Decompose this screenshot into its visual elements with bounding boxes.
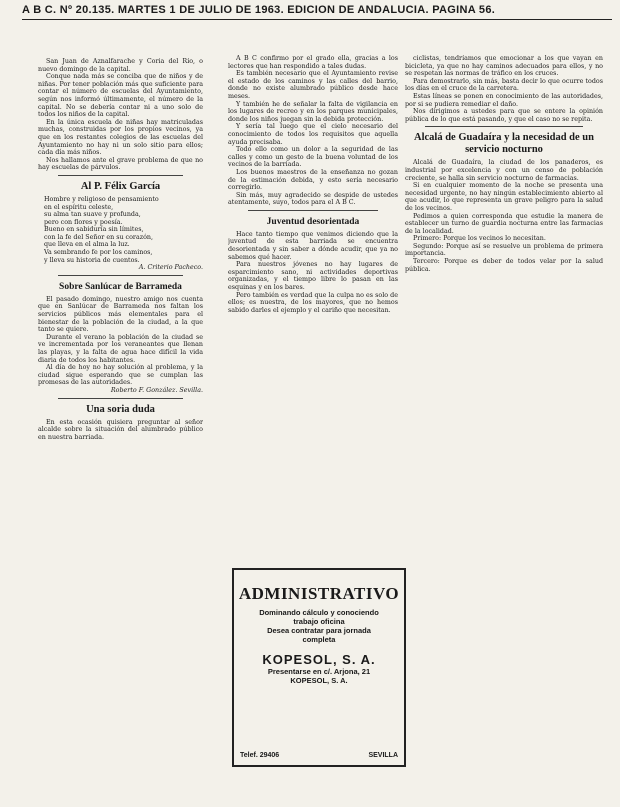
col2-para: Hace tanto tiempo que venimos diciendo que la juventud de esta barriada se encuentra desorientada y sin saber a dónde acudir, que ya no sabemos qué hacer. <box>228 230 398 261</box>
poem-line: su alma tan suave y profunda, <box>44 211 141 219</box>
ad-phone: Telef. 29406 <box>240 752 280 759</box>
col2-para: Para nuestros jóvenes no hay lugares de esparcimiento sano, ni actividades deportivas organizadas, y el tiempo libre lo pasan en las esquinas y en los bares. <box>228 261 398 292</box>
poem-line: que lleva en el alma la luz. <box>44 241 130 249</box>
col3-para: ciclistas, tendríamos que emocionar a los que vayan en bicicleta, ya que no hay caminos adecuados para ellos, y no se respetan las normas de tráfico en los cruces. <box>405 55 603 78</box>
col3-para: Si en cualquier momento de la noche se presenta una necesidad urgente, no hay ningún establecimiento abierto al que acudir, lo que representa un grave peligro para la salud de los vecinos. <box>405 182 603 212</box>
divider <box>58 275 183 276</box>
poem-line: Bueno en sabiduría sin límites, <box>44 226 144 234</box>
poem-line: Va sembrando fe por los caminos, <box>44 249 153 257</box>
col3-para: Segundo: Porque así se resuelve un problema de primera importancia. <box>405 242 603 258</box>
column-3 <box>405 55 603 800</box>
divider <box>425 126 583 127</box>
col2-para: Los buenos maestros de la enseñanza no gozan de la estimación debida, y esto sería necesario corregirlo. <box>228 168 398 192</box>
ad-address: Presentarse en c/. Arjona, 21 <box>267 667 371 676</box>
column-2 <box>228 55 398 590</box>
header-rule <box>22 19 612 20</box>
col3-para: Estas líneas se ponen en conocimiento de las autoridades, por si se pudiera remediar el daño. <box>405 92 603 108</box>
col3-para: Tercero: Porque es deber de todos velar por la salud pública. <box>405 258 603 273</box>
alcala-title: Alcalá de Guadaíra y la necesidad de un servicio nocturno <box>414 132 594 156</box>
ad-company: KOPESOL, S. A. <box>262 652 376 667</box>
col2-para: Y también he de señalar la falta de vigilancia en los lugares de recreo y en los parques municipales, donde los niños juegan sin la debida protección. <box>228 100 398 123</box>
ad-line: Desea contratar para jornada <box>267 626 371 635</box>
poem-line: en el espíritu celeste, <box>44 203 114 211</box>
col1-para: Durante el verano la población de la ciudad se ve incrementada por los veraneantes que llenan las playas, y la falta de agua hace difícil la vida diaria de todos los habitantes. <box>38 333 203 364</box>
col3-para: Pedimos a quien corresponda que estudie la manera de establecer un turno de guardia nocturna entre las farmacias de la localidad. <box>405 212 603 235</box>
ad-line: completa <box>302 635 336 644</box>
col1-para: En la única escuela de niñas hay matriculadas muchas, construidas por los propios vecinos, ya que en los restantes colegios de las escuelas del Ayuntamiento no hay ni un solo sitio para ellos; cada día más niños. <box>38 118 203 157</box>
col1-para: Conque nada más se conciba que de niños y de niñas. Por tener población más que suficiente para contar el número de escuelas del Ayuntamiento, según nos informó últimamente, el número de la capital. No se debería contar ni a uno solo de todos los niños de la capital. <box>38 73 203 119</box>
poem-title: Al P. Félix García <box>80 180 161 192</box>
juventud-title: Juventud desorientada <box>266 216 360 227</box>
poem-line: pero con flores y poesía. <box>44 218 123 226</box>
divider <box>58 175 183 176</box>
section-title: Sobre Sanlúcar de Barrameda <box>59 281 182 292</box>
poem-line: con la fe del Señor en su corazón, <box>44 233 153 241</box>
soria-title: Una soria duda <box>86 403 155 415</box>
col1-para: Nos hallamos ante el grave problema de que no hay escuelas de párvulos. <box>38 156 203 172</box>
ad-company-2: KOPESOL, S. A. <box>290 676 348 685</box>
divider <box>248 210 378 211</box>
col3-para: Nos dirigimos a ustedes para que se entere la opinión pública de lo que está pasando, y que el caso no se repita. <box>405 108 603 123</box>
col1-para: El pasado domingo, nuestro amigo nos cuenta que en Sanlúcar de Barrameda nos faltan los servicios públicos más elementales para el bienestar de la población de la ciudad, a la que tanto se quiere. <box>38 295 203 334</box>
col2-para: Es también necesario que el Ayuntamiento revise el estado de los caminos y las calles del barrio, donde no existe alumbrado público desde hace meses. <box>228 70 398 100</box>
col2-para: Pero también es verdad que la culpa no es solo de ellos; es nuestra, de los mayores, que no hemos sabido darles el ejemplo y el cariño que necesitan. <box>228 291 398 314</box>
poem-signature: A. Criterio Pacheco. <box>138 264 203 272</box>
col1-para: En esta ocasión quisiera preguntar al señor alcalde sobre la situación del alumbrado público en nuestra barriada. <box>38 418 203 441</box>
poem-line: Hombre y religioso de pensamiento <box>44 195 159 203</box>
col3-para: Alcalá de Guadaíra, la ciudad de los panaderos, es industrial por excelencia y con un censo de población creciente, se halla sin servicio nocturno de farmacias. <box>405 159 603 182</box>
ad-title: ADMINISTRATIVO <box>238 584 400 603</box>
poem-line: y lleva su historia de cuentos. <box>44 256 140 264</box>
classified-ad <box>232 568 406 767</box>
ad-line: trabajo oficina <box>293 617 345 626</box>
col1-para: Al día de hoy no hay solución al problema, y la ciudad sigue esperando que se cumplan las promesas de las autoridades. <box>38 364 203 387</box>
col2-para: Y sería tal luego que el cielo necesario del conocimiento de todos los requisitos que aquella ayuda precisaba. <box>228 123 398 146</box>
section-signature: Roberto F. González. Sevilla. <box>110 386 203 394</box>
col2-para: Todo ello como un dolor a la seguridad de las calles y como un gesto de la buena voluntad de los vecinos de la barriada. <box>228 146 398 169</box>
page-header: A B C. Nº 20.135. MARTES 1 DE JULIO DE 1963. EDICION DE ANDALUCIA. PAGINA 56. <box>22 4 496 16</box>
col2-para: Sin más, muy agradecido se despide de ustedes atentamente, suyo, todos para el A B C. <box>228 191 398 207</box>
ad-line: Dominando cálculo y conociendo <box>259 608 379 617</box>
ad-city: SEVILLA <box>368 752 398 759</box>
col2-para: A B C confirmo por el grado ella, gracias a los lectores que han respondido a tales dudas. <box>228 55 398 70</box>
ad-footer <box>240 752 398 759</box>
column-1 <box>38 58 203 798</box>
col3-para: Para demostrarlo, sin más, basta decir lo que ocurre todos los días en el cruce de la carretera. <box>405 77 603 93</box>
col3-para: Primero: Porque los vecinos lo necesitan. <box>413 235 546 243</box>
divider <box>58 398 183 399</box>
col1-para: San Juan de Aznalfarache y Coria del Río, o nuevo domingo de la capital. <box>38 58 203 73</box>
